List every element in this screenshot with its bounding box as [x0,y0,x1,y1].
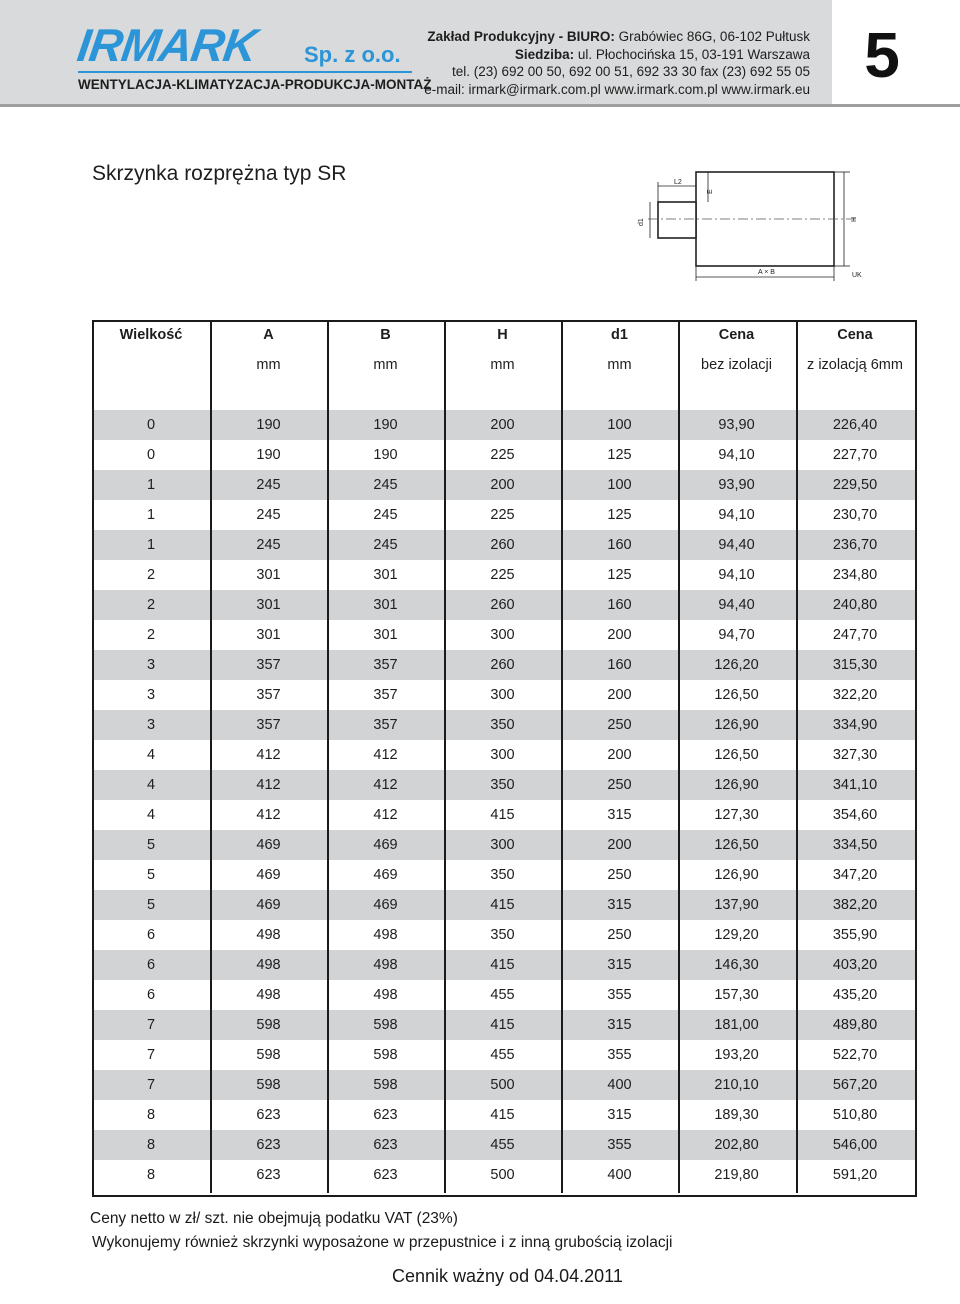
cell-d1: 160 [561,530,678,560]
cell-price: 127,30 [678,800,795,830]
cell-h: 300 [444,680,561,710]
cell-size: 3 [92,680,210,710]
cell-h: 260 [444,530,561,560]
col-header-h: H [497,327,508,343]
cell-price: 193,20 [678,1040,795,1070]
cell-size: 1 [92,500,210,530]
cell-d1: 200 [561,830,678,860]
cell-price: 94,10 [678,440,795,470]
cell-b: 623 [327,1100,444,1130]
cell-b: 357 [327,680,444,710]
table-row [92,560,915,590]
cell-d1: 250 [561,710,678,740]
cell-size: 2 [92,560,210,590]
table-row [92,1100,915,1130]
cell-h: 455 [444,1130,561,1160]
cell-size: 1 [92,530,210,560]
seat-label: Siedziba: [514,46,575,62]
cell-a: 412 [210,740,327,770]
cell-price: 219,80 [678,1160,795,1190]
cell-price-insulated: 234,80 [795,560,915,590]
office-label: Zakład Produkcyjny - BIURO: [427,29,615,44]
cell-price: 137,90 [678,890,795,920]
cell-d1: 355 [561,1040,678,1070]
table-row [92,1040,915,1070]
cell-a: 412 [210,770,327,800]
cell-price-insulated: 522,70 [795,1040,915,1070]
table-row [92,740,915,770]
cell-b: 412 [327,740,444,770]
cell-b: 412 [327,800,444,830]
cell-b: 245 [327,470,444,500]
header-spacer [92,380,915,410]
cell-price-insulated: 247,70 [795,620,915,650]
cell-price: 126,90 [678,770,795,800]
cell-b: 498 [327,920,444,950]
table-row [92,1130,915,1160]
cell-h: 415 [444,950,561,980]
cell-h: 415 [444,890,561,920]
cell-price-insulated: 322,20 [795,680,915,710]
table-row [92,470,915,500]
cell-d1: 200 [561,740,678,770]
table-row [92,710,915,740]
cell-d1: 125 [561,560,678,590]
cell-h: 415 [444,800,561,830]
cell-size: 1 [92,470,210,500]
table-row [92,770,915,800]
table-row [92,620,915,650]
office-address: Grabówiec 86G, 06-102 Pułtusk [618,29,810,44]
cell-price-insulated: 327,30 [795,740,915,770]
cell-size: 6 [92,950,210,980]
label-l2: L2 [674,179,682,186]
label-axb: A × B [758,269,775,276]
office-line [424,28,810,46]
cell-price-insulated: 341,10 [795,770,915,800]
cell-price: 94,40 [678,590,795,620]
cell-h: 300 [444,620,561,650]
cell-b: 301 [327,620,444,650]
cell-size: 7 [92,1010,210,1040]
cell-b: 598 [327,1070,444,1100]
cell-size: 5 [92,890,210,920]
cell-b: 190 [327,440,444,470]
label-d1: d1 [638,218,645,226]
cell-h: 300 [444,740,561,770]
cell-price-insulated: 382,20 [795,890,915,920]
cell-d1: 160 [561,590,678,620]
cell-price-insulated: 435,20 [795,980,915,1010]
cell-size: 0 [92,410,210,440]
cell-a: 190 [210,410,327,440]
cell-price: 129,20 [678,920,795,950]
table-row [92,680,915,710]
cell-price-insulated: 546,00 [795,1130,915,1160]
page-number: 5 [864,19,900,91]
cell-d1: 250 [561,920,678,950]
page-title: Skrzynka rozprężna typ SR [92,162,347,185]
table-row [92,590,915,620]
cell-b: 598 [327,1010,444,1040]
col-header-a: A [263,327,274,343]
cell-price: 126,90 [678,860,795,890]
cell-price-insulated: 591,20 [795,1160,915,1190]
cell-a: 301 [210,560,327,590]
cell-price: 93,90 [678,470,795,500]
cell-size: 4 [92,800,210,830]
unit-price-insulated: z izolacją 6mm [807,357,903,373]
cell-price: 126,50 [678,680,795,710]
cell-a: 498 [210,920,327,950]
cell-price: 94,40 [678,530,795,560]
cell-b: 357 [327,650,444,680]
cell-price-insulated: 354,60 [795,800,915,830]
cell-d1: 315 [561,800,678,830]
label-e: E [707,189,714,194]
cell-a: 498 [210,980,327,1010]
cell-size: 8 [92,1100,210,1130]
cell-h: 300 [444,830,561,860]
cell-d1: 315 [561,1100,678,1130]
table-row [92,500,915,530]
cell-h: 225 [444,560,561,590]
cell-b: 357 [327,710,444,740]
table-row [92,410,915,440]
cell-a: 469 [210,830,327,860]
cell-b: 469 [327,860,444,890]
cell-b: 623 [327,1160,444,1190]
cell-price: 126,50 [678,740,795,770]
price-table-body [92,410,915,1190]
cell-h: 225 [444,440,561,470]
company-tagline: WENTYLACJA-KLIMATYZACJA-PRODUKCJA-MONTAŻ [78,77,432,92]
cell-a: 623 [210,1160,327,1190]
cell-h: 455 [444,1040,561,1070]
cell-h: 200 [444,410,561,440]
cell-price: 94,10 [678,500,795,530]
cell-price: 146,30 [678,950,795,980]
price-table [92,320,915,1190]
cell-d1: 100 [561,470,678,500]
cell-b: 412 [327,770,444,800]
phone-line: tel. (23) 692 00 50, 692 00 51, 692 33 30 fax (23) 692 55 05 [451,64,810,79]
col-header-size: Wielkość [119,327,183,343]
cell-price: 126,50 [678,830,795,860]
cell-price: 210,10 [678,1070,795,1100]
cell-size: 8 [92,1130,210,1160]
cell-h: 500 [444,1070,561,1100]
cell-size: 8 [92,1160,210,1190]
email-web-line: e-mail: irmark@irmark.com.pl www.irmark.com.pl www.irmark.eu [424,81,810,97]
cell-d1: 315 [561,1010,678,1040]
cell-a: 357 [210,680,327,710]
cell-size: 7 [92,1070,210,1100]
cell-price-insulated: 236,70 [795,530,915,560]
cell-price-insulated: 229,50 [795,470,915,500]
unit-price: bez izolacji [701,357,772,373]
cell-d1: 315 [561,950,678,980]
table-row [92,860,915,890]
spigot [658,202,696,238]
cell-d1: 250 [561,860,678,890]
cell-b: 301 [327,560,444,590]
cell-d1: 100 [561,410,678,440]
label-uk: UK [852,272,862,279]
col-header-b: B [380,327,391,343]
cell-size: 4 [92,740,210,770]
cell-size: 6 [92,920,210,950]
seat-line [424,46,810,64]
cell-size: 4 [92,770,210,800]
cell-h: 260 [444,650,561,680]
cell-size: 7 [92,1040,210,1070]
cell-price-insulated: 315,30 [795,650,915,680]
cell-a: 498 [210,950,327,980]
cell-a: 598 [210,1010,327,1040]
cell-b: 301 [327,590,444,620]
cell-h: 350 [444,710,561,740]
cell-price-insulated: 230,70 [795,500,915,530]
cell-price-insulated: 226,40 [795,410,915,440]
table-row [92,830,915,860]
cell-price-insulated: 567,20 [795,1070,915,1100]
price-table-header [92,320,915,410]
cell-price: 126,90 [678,710,795,740]
cell-size: 3 [92,650,210,680]
cell-d1: 160 [561,650,678,680]
unit-d1: mm [607,357,632,373]
unit-a: mm [256,357,281,373]
table-row [92,1010,915,1040]
cell-size: 0 [92,440,210,470]
cell-size: 2 [92,620,210,650]
label-h: H [851,216,858,222]
cell-a: 190 [210,440,327,470]
cell-price: 181,00 [678,1010,795,1040]
cell-size: 6 [92,980,210,1010]
cell-b: 469 [327,830,444,860]
cell-a: 357 [210,650,327,680]
cell-b: 469 [327,890,444,920]
validity-note: Cennik ważny od 04.04.2011 [392,1266,623,1286]
cell-d1: 250 [561,770,678,800]
cell-b: 623 [327,1130,444,1160]
cell-d1: 355 [561,980,678,1010]
unit-b: mm [373,357,398,373]
unit-h: mm [490,357,515,373]
cell-d1: 125 [561,440,678,470]
table-row [92,650,915,680]
cell-price-insulated: 347,20 [795,860,915,890]
cell-price: 93,90 [678,410,795,440]
cell-price: 189,30 [678,1100,795,1130]
cell-price-insulated: 403,20 [795,950,915,980]
cell-price: 94,10 [678,560,795,590]
cell-h: 350 [444,770,561,800]
col-header-d1: d1 [611,327,628,343]
table-row [92,920,915,950]
cell-a: 245 [210,470,327,500]
cell-a: 623 [210,1130,327,1160]
table-row [92,1070,915,1100]
header-divider [0,104,960,107]
cell-a: 623 [210,1100,327,1130]
cell-b: 498 [327,980,444,1010]
col-header-price-insulated: Cena [837,327,873,343]
cell-price: 94,70 [678,620,795,650]
company-logo [74,19,432,102]
cell-a: 469 [210,890,327,920]
cell-d1: 355 [561,1130,678,1160]
cell-h: 200 [444,470,561,500]
table-row [92,530,915,560]
cell-d1: 400 [561,1070,678,1100]
cell-price-insulated: 240,80 [795,590,915,620]
table-row [92,440,915,470]
cell-a: 245 [210,500,327,530]
cell-h: 455 [444,980,561,1010]
cell-h: 350 [444,920,561,950]
table-row [92,950,915,980]
cell-b: 245 [327,530,444,560]
cell-a: 357 [210,710,327,740]
logo-divider [78,71,412,73]
page-number-box [832,0,960,104]
vat-note: Ceny netto w zł/ szt. nie obejmują podatku VAT (23%) [90,1210,458,1227]
logo-wordmark: IRMARK [74,19,260,71]
table-row [92,1160,915,1190]
cell-b: 190 [327,410,444,440]
cell-h: 350 [444,860,561,890]
cell-a: 301 [210,590,327,620]
cell-d1: 200 [561,620,678,650]
unit-size [92,350,210,380]
cell-price-insulated: 334,90 [795,710,915,740]
cell-size: 3 [92,710,210,740]
cell-price-insulated: 489,80 [795,1010,915,1040]
cell-b: 245 [327,500,444,530]
cell-h: 260 [444,590,561,620]
cell-a: 412 [210,800,327,830]
company-suffix: Sp. z o.o. [304,42,401,67]
cell-d1: 125 [561,500,678,530]
table-row [92,980,915,1010]
table-row [92,890,915,920]
cell-size: 5 [92,830,210,860]
cell-d1: 200 [561,680,678,710]
contact-block [424,28,810,98]
cell-price: 157,30 [678,980,795,1010]
cell-h: 500 [444,1160,561,1190]
cell-size: 5 [92,860,210,890]
cell-h: 415 [444,1010,561,1040]
cell-h: 225 [444,500,561,530]
cell-price: 202,80 [678,1130,795,1160]
col-header-price: Cena [718,327,755,343]
page-header [0,0,960,104]
seat-address: ul. Płochocińska 15, 03-191 Warszawa [577,46,810,62]
product-diagram [628,168,868,286]
cell-a: 598 [210,1040,327,1070]
cell-d1: 315 [561,890,678,920]
table-row [92,800,915,830]
cell-price-insulated: 355,90 [795,920,915,950]
cell-h: 415 [444,1100,561,1130]
cell-price-insulated: 510,80 [795,1100,915,1130]
cell-a: 598 [210,1070,327,1100]
custom-note: Wykonujemy również skrzynki wyposażone w przepustnice i z inną grubością izolacji [92,1234,673,1251]
cell-b: 598 [327,1040,444,1070]
cell-a: 301 [210,620,327,650]
cell-b: 498 [327,950,444,980]
cell-price-insulated: 227,70 [795,440,915,470]
cell-price-insulated: 334,50 [795,830,915,860]
cell-d1: 400 [561,1160,678,1190]
cell-a: 469 [210,860,327,890]
cell-size: 2 [92,590,210,620]
cell-a: 245 [210,530,327,560]
cell-price: 126,20 [678,650,795,680]
